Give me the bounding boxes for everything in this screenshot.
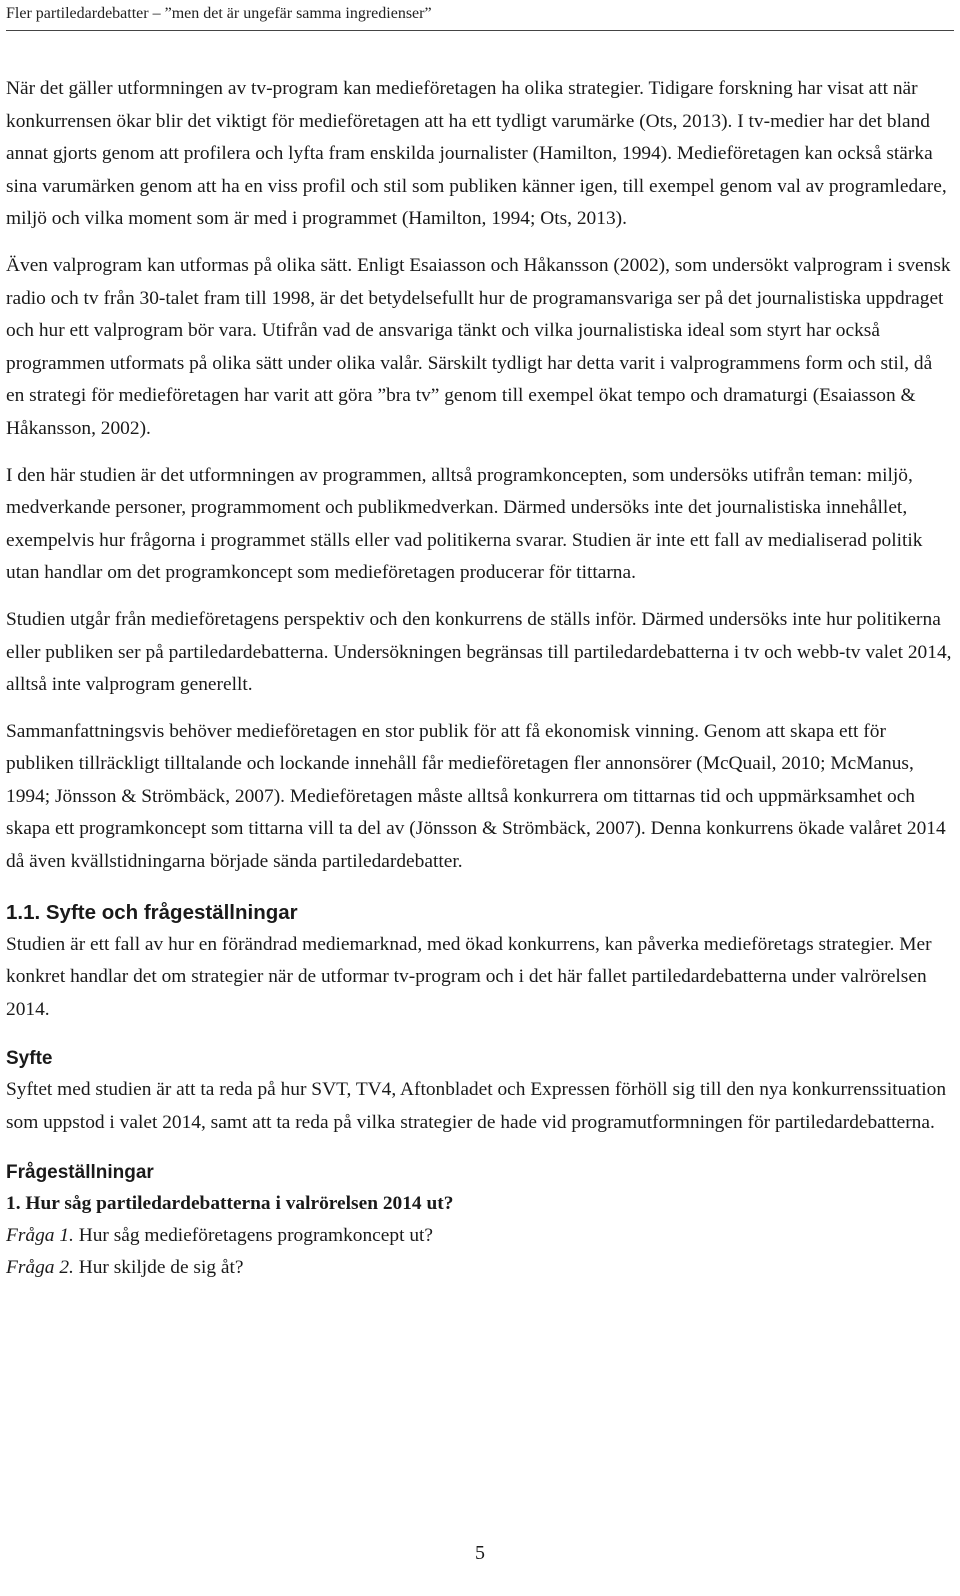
header-divider [6, 30, 954, 31]
question-text: Hur skiljde de sig åt? [73, 1256, 244, 1278]
paragraph-study-scope: I den här studien är det utformningen av programmen, alltså programkoncepten, som undersöks utifrån teman: miljö, medverkande personer, programmoment och publikmedverkan. Därmed undersöks inte det journalistiska innehållet, exempelvis hur frågorna i programmet ställs eller vad politikerna svarar. Studien är inte ett fall av medialiserad politik utan handlar om det programkoncept som medieföretagen producerar för tittarna. [6, 464, 923, 584]
main-question: 1. Hur såg partiledardebatterna i valrörelsen 2014 ut? [6, 1192, 454, 1214]
section-heading: 1.1. Syfte och frågeställningar [6, 900, 298, 924]
question-label: Fråga 1. [6, 1224, 74, 1246]
paragraph-summary: Sammanfattningsvis behöver medieföretagen en stor publik för att få ekonomisk vinning. Genom att skapa ett för publiken tillräckligt tilltalande och lockande innehåll får medieföretagen fler annonsörer (McQuail, 2010; McManus, 1994; Jönsson & Strömbäck, 2007). Medieföretagen måste alltså konkurrera om tittarnas tid och uppmärksamhet och skapa ett programkoncept som tittarna vill ta del av (Jönsson & Strömbäck, 2007). Denna konkurrens ökade valåret 2014 då även kvällstidningarna började sända partiledardebatter. [6, 720, 946, 873]
syfte-heading: Syfte [6, 1048, 53, 1070]
question-item [6, 1220, 954, 1252]
syfte-text: Syftet med studien är att ta reda på hur SVT, TV4, Aftonbladet och Expressen förhöll sig till den nya konkurrenssituation som uppstod i valet 2014, samt att ta reda på vilka strategier de hade vid programutformningen för partiledardebatterna. [6, 1079, 947, 1134]
page-number: 5 [475, 1542, 485, 1564]
section-intro: Studien är ett fall av hur en förändrad mediemarknad, med ökad konkurrens, kan påverka medieföretags strategier. Mer konkret handlar det om strategier när de utformar tv-program och i det här fallet partiledardebatterna under valrörelsen 2014. [6, 933, 932, 1020]
running-header: Fler partiledardebatter – ”men det är ungefär samma ingredienser” [6, 5, 432, 22]
document-body [6, 73, 954, 1284]
question-label: Fråga 2. [6, 1256, 74, 1278]
question-item [6, 1252, 954, 1284]
question-text: Hur såg medieföretagens programkoncept ut? [73, 1224, 434, 1246]
paragraph-strategies: När det gäller utformningen av tv-program kan medieföretagen ha olika strategier. Tidigare forskning har visat att när konkurrensen ökar blir det viktigt för medieföretagen att ha ett tydligt varumärke (Ots, 2013). I tv-medier har det bland annat gjorts genom att profilera och lyfta fram enskilda journalister (Hamilton, 1994). Medieföretagen kan också stärka sina varumärken genom att ha en viss profil och stil som publiken känner igen, till exempel genom val av programledare, miljö och vilka moment som är med i programmet (Hamilton, 1994; Ots, 2013). [6, 78, 947, 230]
paragraph-perspective: Studien utgår från medieföretagens perspektiv och den konkurrens de ställs inför. Därmed undersöks inte hur politikerna eller publiken ser på partiledardebatterna. Undersökningen begränsas till partiledardebatterna i tv och webb-tv valet 2014, alltså inte valprogram generellt. [6, 608, 952, 696]
paragraph-valprogram: Även valprogram kan utformas på olika sätt. Enligt Esaiasson och Håkansson (2002), som undersökt valprogram i svensk radio och tv från 30-talet fram till 1998, är det betydelsefullt hur de programansvariga ser på det journalistiska uppdraget och hur ett valprogram bör vara. Utifrån vad de ansvariga tänkt och vilka journalistiska ideal som styrt har också programmen utformats på olika sätt under olika valår. Särskilt tydligt har detta varit i valprogrammens form och stil, då en strategi för medieföretagen har varit att göra ”bra tv” genom till exempel ökat tempo och dramaturgi (Esaiasson & Håkansson, 2002). [6, 254, 951, 439]
questions-heading: Frågeställningar [6, 1161, 154, 1183]
